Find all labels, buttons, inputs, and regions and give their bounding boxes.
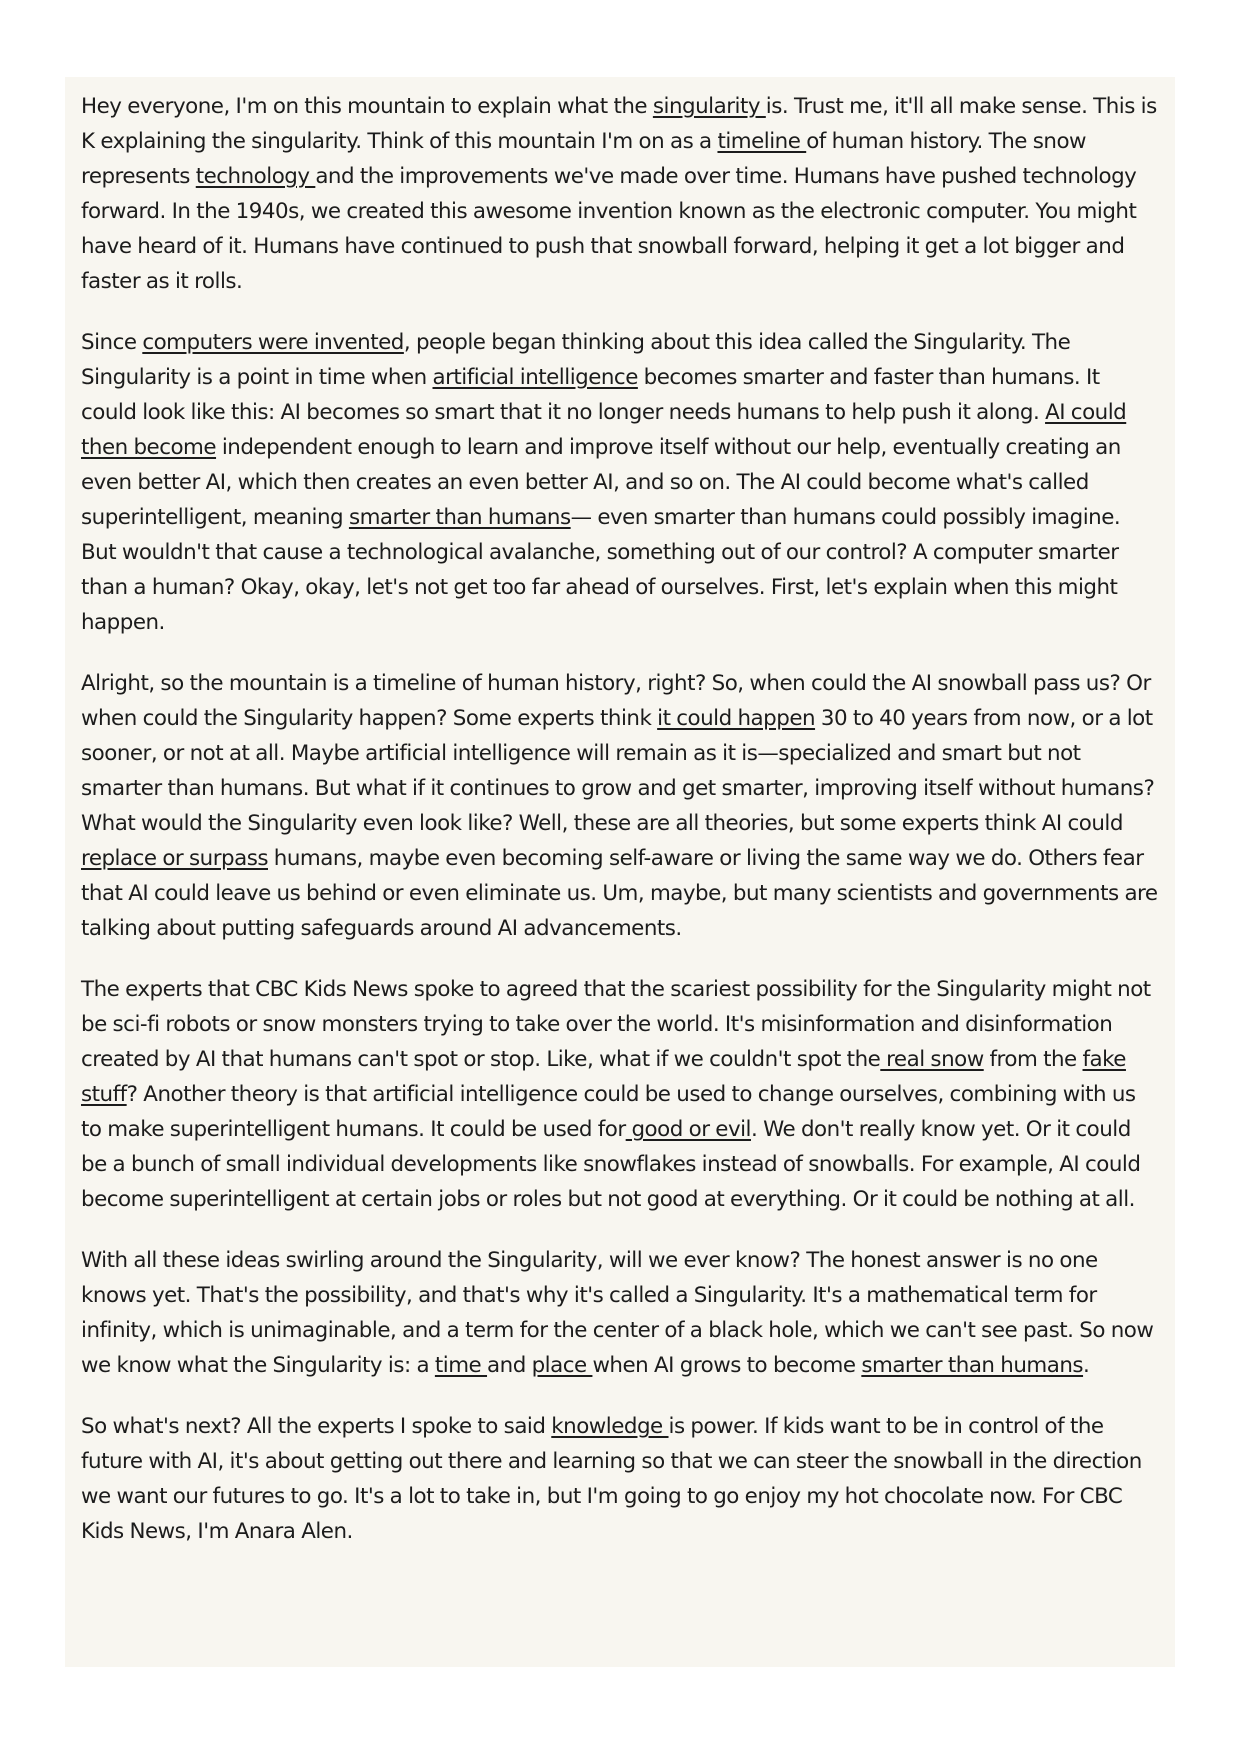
- link-smarter-than-humans[interactable]: smarter than humans: [348, 505, 571, 530]
- link-good-or-evil[interactable]: good or evil: [625, 1117, 751, 1142]
- text: 30 to 40 years from now, or a lot sooner, or not at all. Maybe artificial intelligence will remain as it is—specialized and smart but not smarter than humans. But what if it continues to grow and get smarter, improving itself without humans? What would the Singularity even look like? Well, these are all theories, but some experts think AI could: [81, 706, 1155, 836]
- text: ? Another theory is that artificial intelligence could be used to change ourselves, combining with us to make superintelligent humans. It could be used for: [81, 1082, 1136, 1142]
- text: Hey everyone, I'm on this mountain to explain what the: [81, 94, 653, 119]
- text: With all these ideas swirling around the Singularity, will we ever know? The honest answer is no one knows yet. That's the possibility, and that's why it's called a Singularity. It's a mathematical term for infinity, which is unimaginable, and a term for the center of a black hole, which we can't see past. So now we know what the Singularity is: a: [81, 1248, 1154, 1378]
- paragraph-when: [81, 666, 1159, 946]
- link-smarter-than-humans-2[interactable]: smarter than humans: [861, 1353, 1084, 1378]
- text: is. Trust me, it'll all make sense. This is K explaining the singularity. Think of this mountain I'm on as a: [81, 94, 1157, 154]
- link-place[interactable]: place: [531, 1353, 593, 1378]
- text: Alright, so the mountain is a timeline of human history, right? So, when could the AI snowball pass us? Or when could the Singularity happen? Some experts think: [81, 671, 1151, 731]
- text: when AI grows to become: [592, 1353, 862, 1378]
- text: independent enough to learn and improve itself without our help, eventually creating an even better AI, which then creates an even better AI, and so on. The AI could become what's called superintelligent, meaning: [81, 435, 1121, 530]
- link-artificial-intelligence[interactable]: artificial intelligence: [432, 365, 638, 390]
- text: Since: [81, 330, 143, 355]
- paragraph-singularity-definition: [81, 325, 1159, 640]
- link-singularity[interactable]: singularity: [652, 94, 766, 119]
- text: becomes smarter and faster than humans. It could look like this: AI becomes so smart that it no longer needs humans to help push it along.: [81, 365, 1100, 425]
- text: and: [487, 1353, 532, 1378]
- link-it-could-happen[interactable]: it could happen: [657, 706, 816, 731]
- link-ai-could-then-become[interactable]: AI could then become: [81, 400, 1127, 460]
- article-transcript: [65, 77, 1175, 1667]
- text: from the: [983, 1047, 1083, 1072]
- text: .: [1083, 1353, 1090, 1378]
- text: humans, maybe even becoming self-aware or living the same way we do. Others fear that AI could leave us behind or even eliminate us. Um, maybe, but many scientists and governments are talking about putting safeguards around AI advancements.: [81, 846, 1158, 941]
- link-fake-stuff[interactable]: fake stuff: [81, 1047, 1126, 1107]
- link-technology[interactable]: technology: [195, 164, 316, 189]
- text: So what's next? All the experts I spoke to said: [81, 1414, 552, 1439]
- paragraph-will-we-know: [81, 1243, 1159, 1383]
- text: . We don't really know yet. Or it could be a bunch of small individual developments like snowflakes instead of snowballs. For example, AI could become superintelligent at certain jobs or roles but not good at everything. Or it could be nothing at all.: [81, 1117, 1141, 1212]
- text: of human history. The snow represents: [81, 129, 1087, 189]
- paragraph-scariest-possibility: [81, 972, 1159, 1217]
- link-time[interactable]: time: [434, 1353, 488, 1378]
- paragraph-intro: [81, 89, 1159, 299]
- text: and the improvements we've made over time. Humans have pushed technology forward. In the 1940s, we created this awesome invention known as the electronic computer. You might have heard of it. Humans have continued to push that snowball forward, helping it get a lot bigger and faster as it rolls.: [81, 164, 1137, 294]
- paragraph-whats-next: [81, 1409, 1159, 1549]
- link-timeline[interactable]: timeline: [717, 129, 807, 154]
- text: is power. If kids want to be in control of the future with AI, it's about getting out there and learning so that we can steer the snowball in the direction we want our futures to go. It's a lot to take in, but I'm going to go enjoy my hot chocolate now. For CBC Kids News, I'm Anara Alen.: [81, 1414, 1142, 1544]
- text: , people began thinking about this idea called the Singularity. The Singularity is a point in time when: [81, 330, 1071, 390]
- link-knowledge[interactable]: knowledge: [551, 1414, 669, 1439]
- link-real-snow[interactable]: real snow: [880, 1047, 984, 1072]
- text: The experts that CBC Kids News spoke to agreed that the scariest possibility for the Singularity might not be sci-fi robots or snow monsters trying to take over the world. It's misinformation and disinformation created by AI that humans can't spot or stop. Like, what if we couldn't spot the: [81, 977, 1151, 1072]
- link-computers-were-invented[interactable]: computers were invented: [142, 330, 404, 355]
- text: — even smarter than humans could possibly imagine. But wouldn't that cause a technological avalanche, something out of our control? A computer smarter than a human? Okay, okay, let's not get too far ahead of ourselves. First, let's explain when this might happen.: [81, 505, 1121, 635]
- link-replace-or-surpass[interactable]: replace or surpass: [81, 846, 268, 871]
